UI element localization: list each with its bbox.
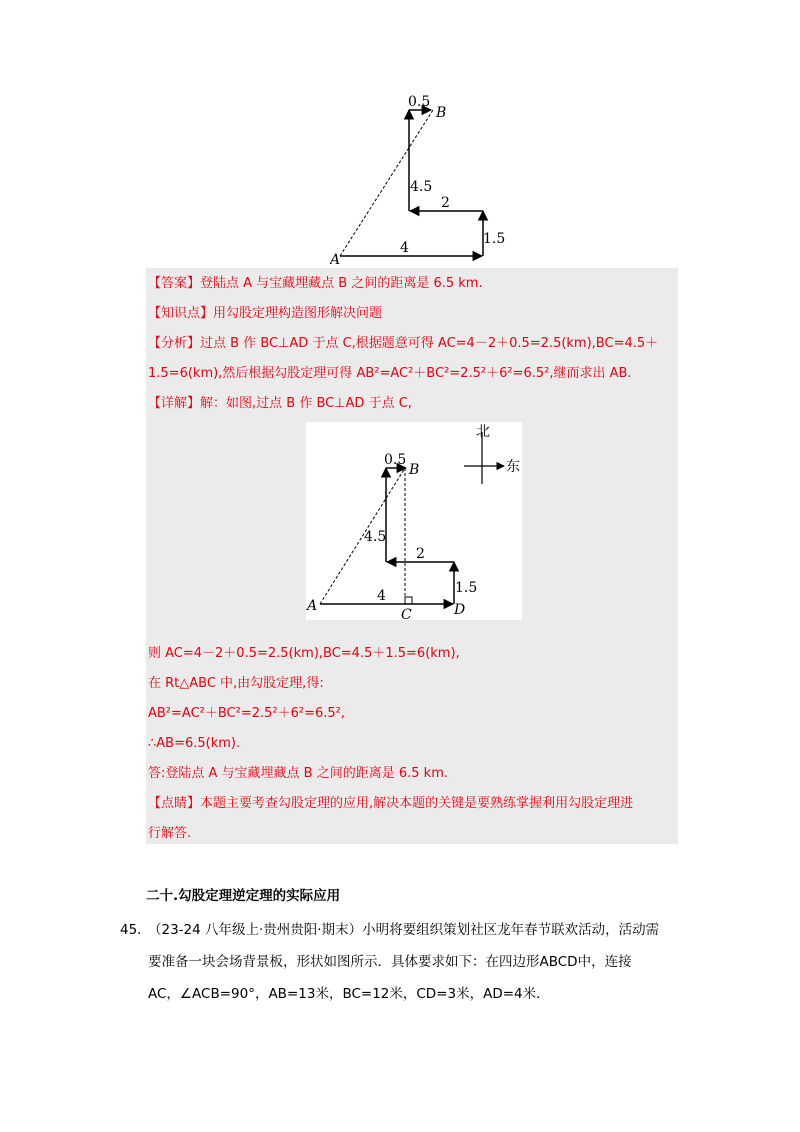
question-line-2: 要准备一块会场背景板，形状如图所示．具体要求如下：在四边形ABCD中，连接 bbox=[148, 954, 632, 970]
label-b: B bbox=[436, 105, 447, 121]
label-2: 2 bbox=[416, 546, 425, 562]
label-a: A bbox=[307, 598, 318, 614]
section-title: 二十.勾股定理逆定理的实际应用 bbox=[146, 888, 341, 904]
comment-line-2: 行解答. bbox=[148, 826, 192, 841]
label-4: 4 bbox=[377, 588, 386, 604]
label-1-5: 1.5 bbox=[483, 231, 506, 247]
right-angle-mark bbox=[405, 597, 412, 604]
label-c: C bbox=[401, 607, 412, 620]
analysis-line-1: 【分析】过点 B 作 BC⊥AD 于点 C,根据题意可得 AC=4－2＋0.5=2.5(km),BC=4.5＋ bbox=[148, 336, 659, 351]
analysis-line-2: 1.5=6(km),然后根据勾股定理可得 AB²=AC²＋BC²=2.5²＋6²=6.5²,继而求出 AB. bbox=[148, 366, 632, 381]
label-4-5: 4.5 bbox=[410, 179, 433, 195]
label-a: A bbox=[330, 252, 341, 268]
answer-line: 【答案】登陆点 A 与宝藏埋藏点 B 之间的距离是 6.5 km. bbox=[148, 276, 483, 291]
detail-line: 【详解】解：如图,过点 B 作 BC⊥AD 于点 C, bbox=[148, 396, 412, 411]
dashed-line-ab bbox=[320, 468, 405, 604]
path-diagram bbox=[330, 90, 515, 268]
question-line-3: AC，∠ACB=90°，AB=13米，BC=12米，CD=3米，AD=4米． bbox=[148, 986, 550, 1002]
label-0-5: 0.5 bbox=[384, 452, 407, 468]
knowledge-line: 【知识点】用勾股定理构造图形解决问题 bbox=[148, 306, 383, 321]
compass-north-label: 北 bbox=[476, 424, 490, 440]
label-b: B bbox=[409, 462, 420, 478]
question-number: 45． bbox=[120, 922, 151, 938]
label-4: 4 bbox=[400, 240, 409, 256]
step-line-4: ∴AB=6.5(km). bbox=[148, 736, 241, 751]
compass-east-label: 东 bbox=[506, 459, 520, 475]
label-2: 2 bbox=[441, 195, 450, 211]
label-0-5: 0.5 bbox=[408, 94, 431, 110]
step-line-2: 在 Rt△ABC 中,由勾股定理,得: bbox=[148, 676, 324, 691]
label-d: D bbox=[454, 602, 466, 618]
label-1-5: 1.5 bbox=[455, 580, 478, 596]
step-line-5: 答:登陆点 A 与宝藏埋藏点 B 之间的距离是 6.5 km. bbox=[148, 766, 448, 781]
step-line-3: AB²=AC²＋BC²=2.5²＋6²=6.5², bbox=[148, 706, 346, 721]
step-line-1: 则 AC=4－2＋0.5=2.5(km),BC=4.5＋1.5=6(km), bbox=[148, 646, 460, 661]
question-line-1: （23-24 八年级上·贵州贵阳·期末）小明将要组织策划社区龙年春节联欢活动，活动需 bbox=[148, 922, 660, 938]
label-4-5: 4.5 bbox=[364, 529, 387, 545]
solution-diagram bbox=[306, 422, 522, 620]
comment-line-1: 【点睛】本题主要考查勾股定理的应用,解决本题的关键是要熟练掌握利用勾股定理进 bbox=[148, 796, 634, 811]
